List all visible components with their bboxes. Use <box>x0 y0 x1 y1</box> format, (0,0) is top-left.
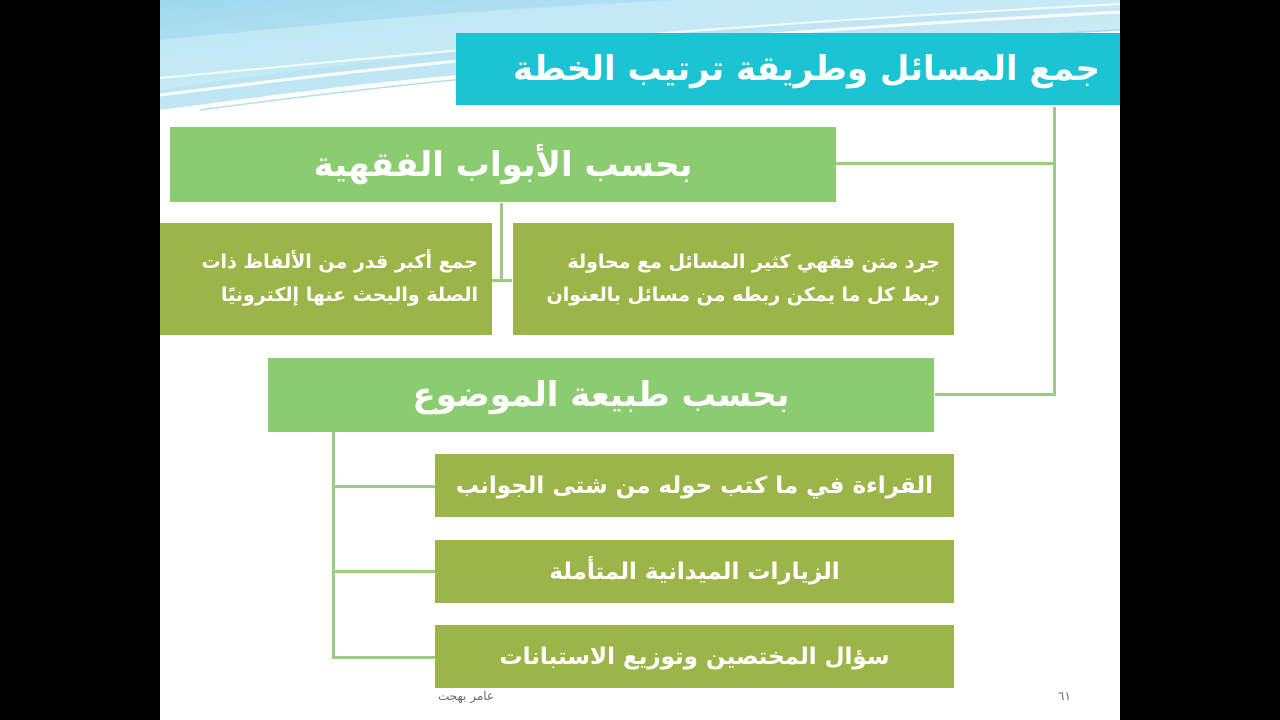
branch-topic-heading-box <box>268 358 934 432</box>
page-title: جمع المسائل وطريقة ترتيب الخطة <box>513 49 1100 89</box>
topic-item-box-1 <box>435 454 954 517</box>
footer-author: عامر بهجت <box>438 689 495 703</box>
connector-topic-vertical <box>332 432 335 659</box>
branch-fiqh-heading: بحسب الأبواب الفقهية <box>313 144 693 185</box>
title-box <box>456 33 1120 105</box>
connector-title-vertical <box>1053 107 1056 396</box>
branch-topic-heading: بحسب طبيعة الموضوع <box>412 375 790 415</box>
fiqh-item-2-line-1: جمع أكبر قدر من الألفاظ ذات <box>201 250 478 273</box>
connector-to-topic <box>935 393 1056 396</box>
topic-item-box-2 <box>435 540 954 603</box>
connector-to-fiqh <box>836 162 1056 165</box>
topic-item-1: القراءة في ما كتب حوله من شتى الجوانب <box>455 472 934 499</box>
connector-fiqh-item-left <box>492 279 512 282</box>
fiqh-item-2-line-2: الصلة والبحث عنها إلكترونيًا <box>220 284 478 306</box>
connector-fiqh-vertical <box>500 203 503 281</box>
topic-item-2: الزيارات الميدانية المتأملة <box>549 558 840 585</box>
connector-topic-item-1 <box>332 485 435 488</box>
footer-page-number: ٦١ <box>1058 689 1071 703</box>
connector-topic-item-3 <box>332 656 435 659</box>
fiqh-item-1-line-2: ربط كل ما يمكن ربطه من مسائل بالعنوان <box>546 284 940 306</box>
slide <box>160 0 1120 720</box>
fiqh-item-1-line-1: جرد متن فقهي كثير المسائل مع محاولة <box>567 250 940 273</box>
topic-item-box-3 <box>435 625 954 688</box>
connector-topic-item-2 <box>332 570 435 573</box>
fiqh-item-box-1 <box>513 223 954 335</box>
topic-item-3: سؤال المختصين وتوزيع الاستبانات <box>499 643 890 670</box>
branch-fiqh-heading-box <box>170 127 836 202</box>
fiqh-item-box-2 <box>160 223 492 335</box>
